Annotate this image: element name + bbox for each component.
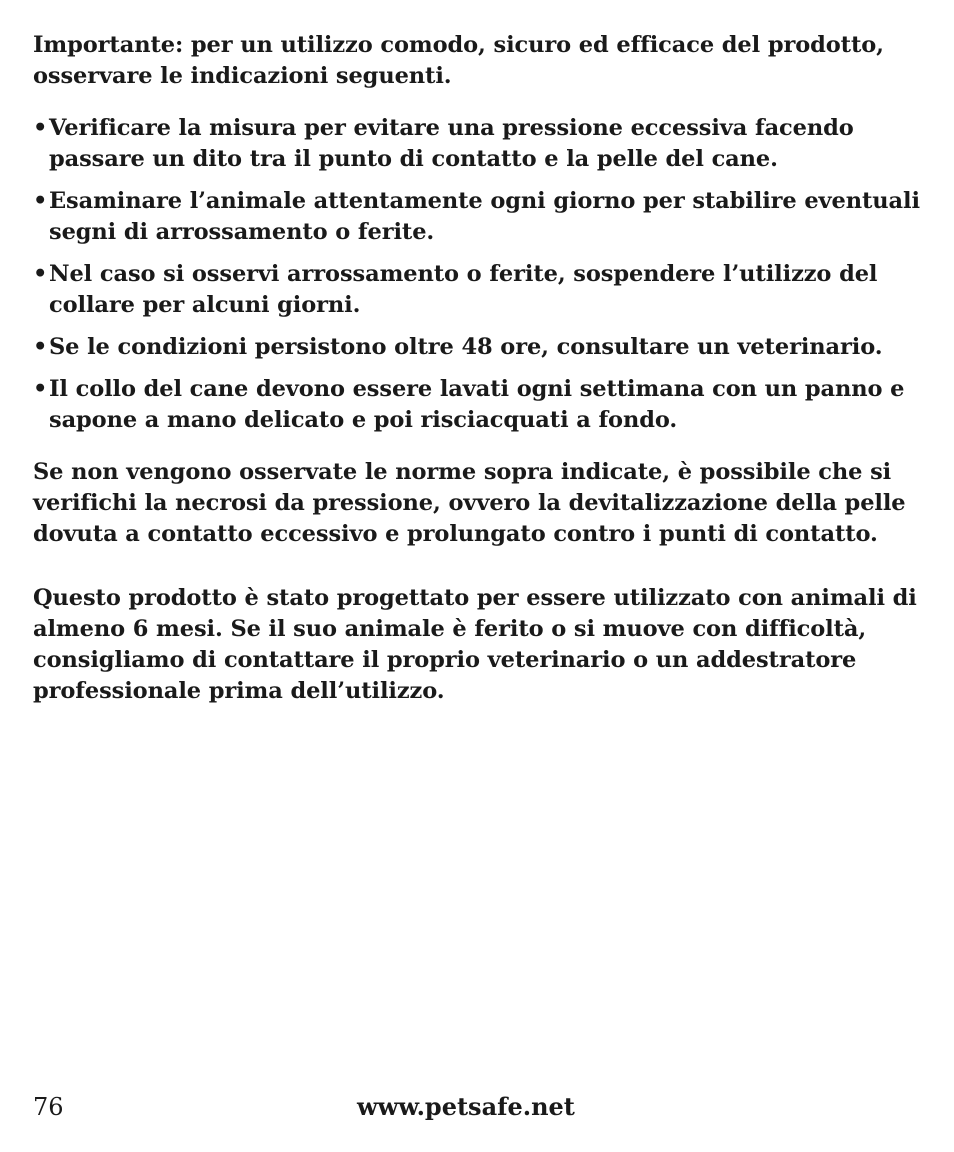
page-footer — [0, 1090, 954, 1124]
list-item: • Esaminare l’animale attentamente ogni giorno per stabilire eventuali segni di arrossamento o ferite. — [33, 186, 923, 248]
care-instructions-list — [33, 113, 923, 436]
list-item: • Se le condizioni persistono oltre 48 ore, consultare un veterinario. — [33, 332, 923, 363]
website-url: www.petsafe.net — [357, 1092, 575, 1121]
page-number: 76 — [33, 1093, 64, 1121]
age-notice-paragraph: Questo prodotto è stato progettato per essere utilizzato con animali di almeno 6 mesi. Se il suo animale è ferito o si muove con difficoltà, consigliamo di contattare il proprio veterinario o un addestratore professionale prima dell’utilizzo. — [33, 585, 917, 704]
intro-paragraph: Importante: per un utilizzo comodo, sicuro ed efficace del prodotto, osservare le indicazioni seguenti. — [33, 32, 884, 89]
pressure-necrosis-warning: Se non vengono osservate le norme sopra indicate, è possibile che si verifichi la necrosi da pressione, ovvero la devitalizzazione della pelle dovuta a contatto eccessivo e prolungato contro i punti di contatto. — [33, 459, 906, 547]
list-item: • Nel caso si osservi arrossamento o ferite, sospendere l’utilizzo del collare per alcuni giorni. — [33, 259, 923, 321]
list-item: • Verificare la misura per evitare una pressione eccessiva facendo passare un dito tra il punto di contatto e la pelle del cane. — [33, 113, 923, 175]
page-content — [33, 30, 923, 707]
list-item: • Il collo del cane devono essere lavati ogni settimana con un panno e sapone a mano delicato e poi risciacquati a fondo. — [33, 374, 923, 436]
